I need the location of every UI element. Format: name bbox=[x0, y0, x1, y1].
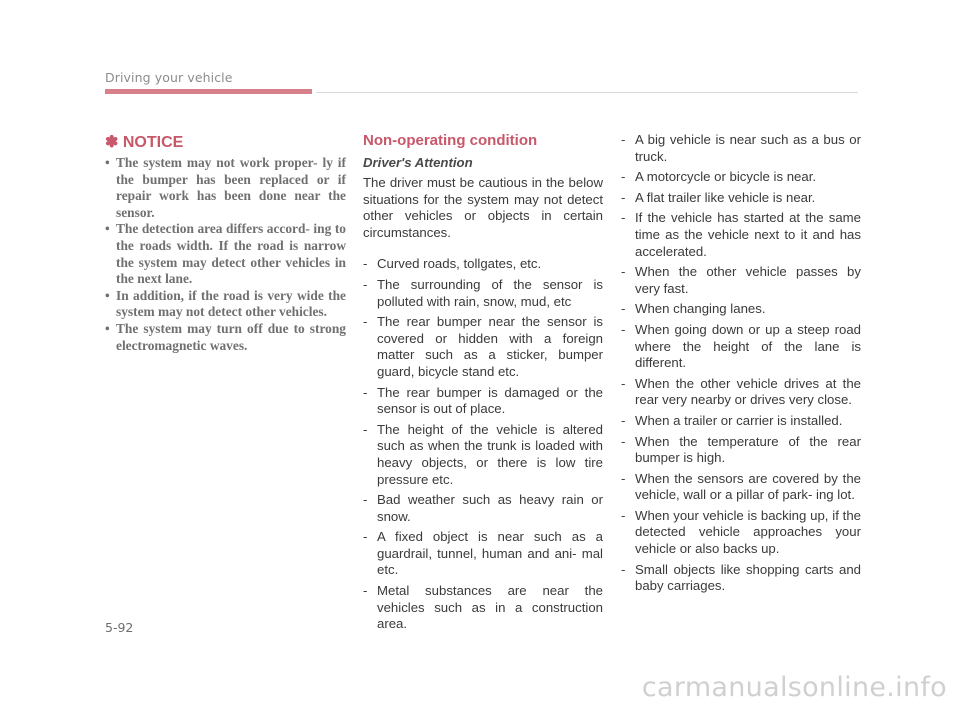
dash-icon: - bbox=[363, 583, 368, 599]
list-item-text: When the sensors are covered by the vehicle, wall or a pillar of park- ing lot. bbox=[635, 470, 861, 503]
dash-icon: - bbox=[621, 264, 626, 280]
dash-icon: - bbox=[363, 384, 368, 400]
list-item bbox=[363, 385, 603, 418]
list-item-text: When the other vehicle drives at the rear very nearby or drives very close. bbox=[635, 375, 861, 408]
list-item bbox=[621, 322, 861, 372]
list-item-text: A big vehicle is near such as a bus or truck. bbox=[635, 132, 861, 164]
list-item-text: The rear bumper is damaged or the sensor is out of place. bbox=[377, 384, 603, 417]
list-item-text: When the temperature of the rear bumper is high. bbox=[635, 433, 861, 466]
list-item bbox=[363, 314, 603, 380]
list-item bbox=[363, 422, 603, 488]
dash-icon: - bbox=[621, 189, 626, 205]
list-item-text: The rear bumper near the sensor is covered or hidden with a foreign matter such as a sticker, bumper guard, bicycle stand etc. bbox=[377, 314, 603, 379]
list-item bbox=[363, 256, 603, 273]
list-item-text: Curved roads, tollgates, etc. bbox=[377, 256, 542, 272]
notice-item-text: The system may turn off due to strong electromagnetic waves. bbox=[116, 320, 346, 353]
dash-icon: - bbox=[621, 433, 626, 449]
notice-list bbox=[105, 155, 346, 354]
dash-icon: - bbox=[621, 210, 626, 226]
list-item-text: A motorcycle or bicycle is near. bbox=[635, 169, 817, 185]
list-item-text: Metal substances are near the vehicles such as in a construction area. bbox=[377, 583, 603, 632]
notice-column bbox=[105, 132, 346, 354]
dash-icon: - bbox=[363, 256, 368, 272]
dash-icon: - bbox=[621, 470, 626, 486]
page-number: 5-92 bbox=[105, 620, 134, 635]
list-item bbox=[621, 562, 861, 595]
list-item bbox=[363, 277, 603, 310]
list-item bbox=[363, 529, 603, 579]
list-item bbox=[621, 434, 861, 467]
page-header-title: Driving your vehicle bbox=[105, 70, 233, 85]
dash-icon: - bbox=[621, 169, 626, 185]
dash-icon: - bbox=[621, 412, 626, 428]
notice-item-text: In addition, if the road is very wide the system may not detect other vehicles. bbox=[116, 287, 346, 320]
dash-icon: - bbox=[621, 132, 626, 147]
dash-icon: - bbox=[363, 492, 368, 508]
list-item-text: Small objects like shopping carts and baby carriages. bbox=[635, 561, 861, 594]
dash-icon: - bbox=[363, 314, 368, 330]
header-divider bbox=[316, 92, 858, 93]
list-item bbox=[363, 583, 603, 633]
list-item bbox=[621, 301, 861, 318]
dash-icon: - bbox=[621, 321, 626, 337]
list-item-text: A fixed object is near such as a guardrail, tunnel, human and ani- mal etc. bbox=[377, 529, 603, 578]
condition-list-right bbox=[621, 132, 861, 595]
list-item bbox=[621, 376, 861, 409]
conditions-column-right bbox=[621, 132, 861, 599]
bullet-icon: • bbox=[105, 320, 110, 336]
dash-icon: - bbox=[621, 561, 626, 577]
list-item bbox=[621, 169, 861, 186]
bullet-icon: • bbox=[105, 221, 110, 237]
list-item-text: A flat trailer like vehicle is near. bbox=[635, 189, 816, 205]
bullet-icon: • bbox=[105, 287, 110, 303]
dash-icon: - bbox=[363, 421, 368, 437]
section-subtitle: Driver's Attention bbox=[363, 155, 473, 170]
section-title: Non-operating condition bbox=[363, 132, 538, 149]
list-item bbox=[363, 492, 603, 525]
notice-item bbox=[105, 321, 346, 354]
dash-icon: - bbox=[363, 529, 368, 545]
list-item bbox=[621, 132, 861, 165]
header-accent-bar bbox=[105, 89, 312, 94]
list-item-text: When your vehicle is backing up, if the detected vehicle approaches your vehicle or also backs up. bbox=[635, 507, 861, 557]
list-item-text: When going down or up a steep road where the height of the lane is different. bbox=[635, 321, 861, 371]
list-item-text: The height of the vehicle is altered such as when the trunk is loaded with heavy objects, or there is low tire pressure etc. bbox=[377, 421, 603, 487]
list-item-text: The surrounding of the sensor is polluted with rain, snow, mud, etc bbox=[377, 276, 603, 309]
dash-icon: - bbox=[363, 276, 368, 292]
list-item-text: When the other vehicle passes by very fast. bbox=[635, 264, 861, 296]
condition-list-left bbox=[363, 256, 603, 632]
list-item bbox=[621, 508, 861, 558]
dash-icon: - bbox=[621, 507, 626, 523]
list-item-text: If the vehicle has started at the same time as the vehicle next to it and has accelerated. bbox=[635, 210, 861, 259]
notice-item bbox=[105, 288, 346, 321]
notice-item-text: The system may not work proper- ly if the bumper has been replaced or if repair work has been done near the sensor. bbox=[116, 155, 346, 220]
dash-icon: - bbox=[621, 375, 626, 391]
list-item bbox=[621, 471, 861, 504]
section-intro: The driver must be cautious in the below situations for the system may not detect other vehicles or objects in certain circumstances. bbox=[363, 175, 603, 240]
notice-item-text: The detection area differs accord- ing to the roads width. If the road is narrow the system may detect other vehicles in the next lane. bbox=[116, 221, 346, 287]
dash-icon: - bbox=[621, 301, 626, 317]
list-item bbox=[621, 413, 861, 430]
watermark: carmanualsonline.info bbox=[641, 672, 947, 703]
list-item bbox=[621, 190, 861, 207]
notice-item bbox=[105, 221, 346, 287]
list-item-text: When changing lanes. bbox=[635, 301, 766, 317]
list-item-text: When a trailer or carrier is installed. bbox=[635, 412, 843, 428]
notice-title: ✽ NOTICE bbox=[105, 134, 184, 151]
list-item bbox=[621, 210, 861, 260]
list-item bbox=[621, 264, 861, 297]
conditions-column-left bbox=[363, 132, 603, 637]
bullet-icon: • bbox=[105, 155, 110, 170]
notice-item bbox=[105, 155, 346, 221]
list-item-text: Bad weather such as heavy rain or snow. bbox=[377, 492, 603, 524]
